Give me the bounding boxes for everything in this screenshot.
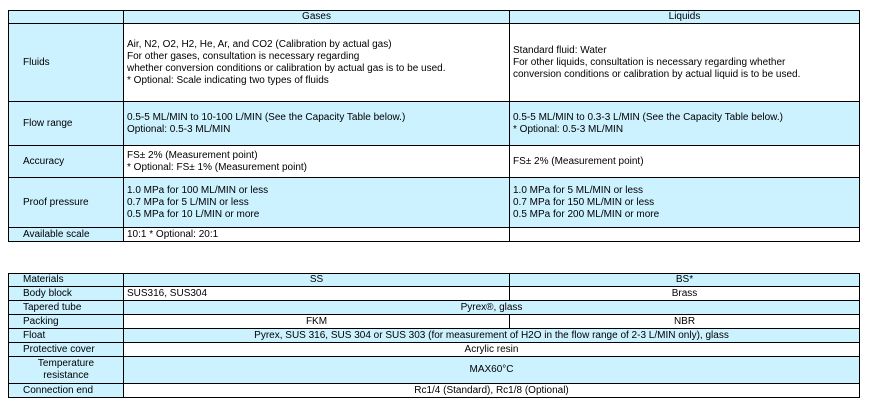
text-line: 0.5 MPa for 200 ML/MIN or more: [513, 208, 660, 220]
text-line: 0.5-5 ML/MIN to 0.3-3 L/MIN (See the Capacity Table below.): [513, 111, 783, 123]
text-line: For other liquids, consultation is necessary regarding whether: [513, 56, 786, 68]
row-label-connection-end: Connection end: [9, 384, 124, 398]
table-row-temperature-resistance: [9, 357, 860, 384]
proof-pressure-liquids-cell: [510, 178, 860, 228]
text-line: 0.7 MPa for 150 ML/MIN or less: [513, 196, 655, 208]
text-line: Optional: 0.5-3 ML/MIN: [127, 123, 231, 135]
flow-range-gases-cell: [124, 102, 510, 146]
packing-bs: NBR: [510, 315, 860, 329]
packing-ss: FKM: [124, 315, 510, 329]
table-row-body-block: [9, 287, 860, 301]
row-label-proof-pressure: Proof pressure: [9, 178, 124, 228]
available-scale-liquids-cell: [510, 228, 860, 242]
text-line: For other gases, consultation is necessary regarding: [127, 50, 360, 62]
text-line: * Optional: Scale indicating two types of fluids: [127, 74, 329, 86]
header-bs: BS*: [510, 274, 860, 287]
table-row-packing: [9, 315, 860, 329]
text-line: FS± 2% (Measurement point): [127, 149, 258, 161]
accuracy-gases-cell: [124, 146, 510, 178]
float-value: Pyrex, SUS 316, SUS 304 or SUS 303 (for measurement of H2O in the flow range of 2-3 L/MIN only), glass: [124, 329, 860, 343]
row-label-body-block: Body block: [9, 287, 124, 301]
table-row-available-scale: [9, 228, 860, 242]
accuracy-liquids-cell: [510, 146, 860, 178]
table-row-materials: [9, 274, 860, 287]
fluids-gases-cell: [124, 24, 510, 102]
text-line: * Optional: 0.5-3 ML/MIN: [513, 123, 624, 135]
text-line: Temperature: [37, 358, 95, 369]
text-line: Air, N2, O2, H2, He, Ar, and CO2 (Calibration by actual gas): [127, 38, 392, 50]
row-label-fluids: Fluids: [9, 24, 124, 102]
header-gases: Gases: [124, 11, 510, 24]
body-block-bs: Brass: [510, 287, 860, 301]
protective-cover-value: Acrylic resin: [124, 343, 860, 357]
row-label-tapered-tube: Tapered tube: [9, 301, 124, 315]
text-line: resistance: [43, 370, 89, 381]
table-row-float: [9, 329, 860, 343]
table-row-proof-pressure: [9, 178, 860, 228]
table-row-flow-range: [9, 102, 860, 146]
text-line: conversion conditions or calibration by actual liquid is to be used.: [513, 68, 801, 80]
header-liquids: Liquids: [510, 11, 860, 24]
table-row-protective-cover: [9, 343, 860, 357]
header-ss: SS: [124, 274, 510, 287]
text-line: * Optional: FS± 1% (Measurement point): [127, 161, 308, 173]
proof-pressure-gases-cell: [124, 178, 510, 228]
connection-end-value: Rc1/4 (Standard), Rc1/8 (Optional): [124, 384, 860, 398]
table-row-connection-end: [9, 384, 860, 398]
text-line: 1.0 MPa for 100 ML/MIN or less: [127, 184, 269, 196]
text-line: 1.0 MPa for 5 ML/MIN or less: [513, 184, 644, 196]
row-label-packing: Packing: [9, 315, 124, 329]
body-block-ss: SUS316, SUS304: [124, 287, 510, 301]
row-label-materials: Materials: [9, 274, 124, 287]
specifications-table: [8, 10, 860, 242]
text-line: 0.7 MPa for 5 L/MIN or less: [127, 196, 249, 208]
header-blank: [9, 11, 124, 24]
table-row-fluids: [9, 24, 860, 102]
text-line: whether conversion conditions or calibration by actual gas is to be used.: [127, 62, 446, 74]
row-label-float: Float: [9, 329, 124, 343]
row-label-flow-range: Flow range: [9, 102, 124, 146]
text-line: FS± 2% (Measurement point): [513, 155, 644, 167]
text-line: 0.5 MPa for 10 L/MIN or more: [127, 208, 260, 220]
available-scale-value: 10:1 * Optional: 20:1: [124, 228, 510, 242]
table-row-accuracy: [9, 146, 860, 178]
materials-table: [8, 273, 860, 398]
text-line: Standard fluid: Water: [513, 44, 607, 56]
row-label-available-scale: Available scale: [9, 228, 124, 242]
table-row-tapered-tube: [9, 301, 860, 315]
temperature-resistance-value: MAX60°C: [124, 357, 860, 384]
flow-range-liquids-cell: [510, 102, 860, 146]
row-label-protective-cover: Protective cover: [9, 343, 124, 357]
row-label-accuracy: Accuracy: [9, 146, 124, 178]
fluids-liquids-cell: [510, 24, 860, 102]
row-label-temperature-resistance: [9, 357, 124, 384]
table-header-row: [9, 11, 860, 24]
text-line: 0.5-5 ML/MIN to 10-100 L/MIN (See the Capacity Table below.): [127, 111, 406, 123]
tapered-tube-value: Pyrex®, glass: [124, 301, 860, 315]
